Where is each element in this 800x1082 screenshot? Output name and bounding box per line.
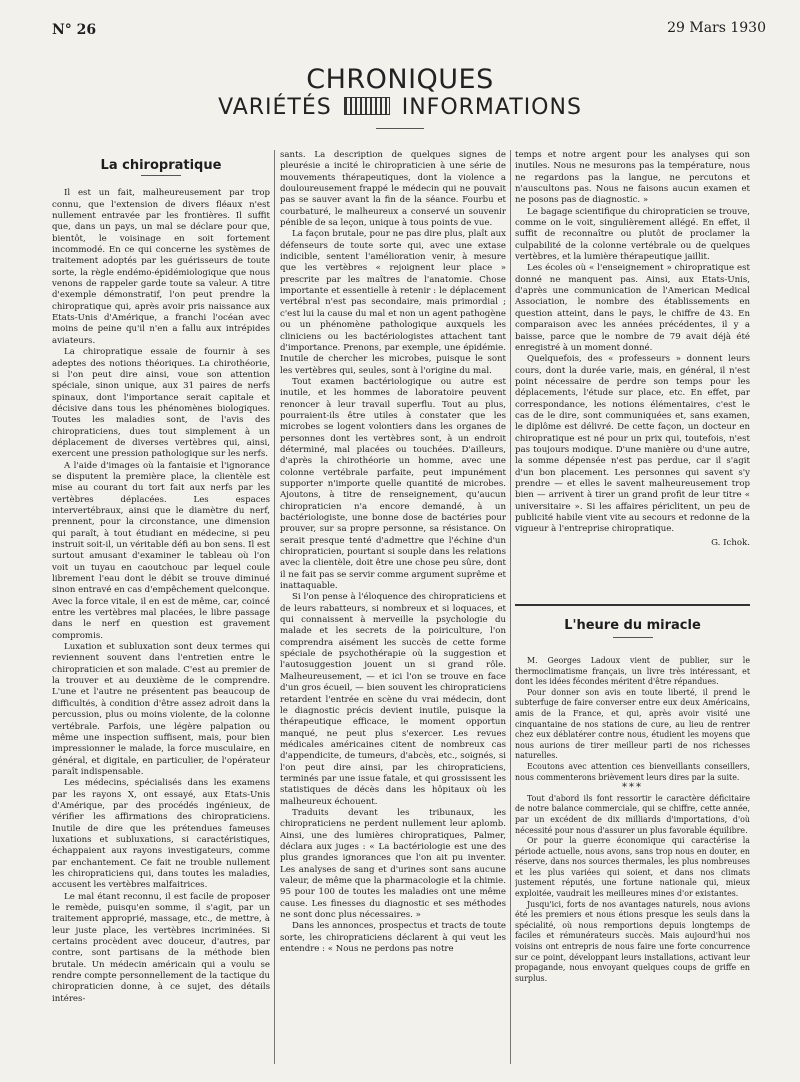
paragraph: Quelquefois, des « professeurs » donnent leurs cours, dont la durée varie, mais, en général, il n'est point nécessaire de perdre son temps pour les déplacements, l'étude sur place, etc. En effet, par correspondance, les notions élémentaires, c'est le cas de le dire, sont communiquées et, sans examen, le diplôme est délivré. De cette façon, un docteur en chiropratique est né pour un prix qui, toutefois, n'est pas toujours modique. D'une manière ou d'une autre, la somme dépensée n'est pas perdue, car il s'agit d'un bon placement. Les personnes qui savent s'y prendre — et elles le savent malheureusement trop bien — arrivent à tirer un grand profit de leur titre « universitaire ». Si les affaires périclitent, un peu de publicité habile vient vite au secours et redonne de la vigueur à l'entreprise chiropratique. — [515, 354, 750, 535]
paragraph: Tout examen bactériologique ou autre est inutile, et les hommes de laboratoire peuvent renoncer à leur travail superflu. Tout au plus, pourraient-ils être utiles à constater que les microbes se logent volontiers dans les organes de personnes dont les vertèbres sont, à un endroit déterminé, mal placées ou touchées. D'ailleurs, d'après la chirothéorie un homme, avec une colonne vertébrale parfaite, peut impunément supporter n'importe quelle quantité de microbes. Ajoutons, à titre de renseignement, qu'aucun chiropraticien n'a encore demandé, à un bactériologiste, une bonne dose de bactéries pour prouver, sur sa propre personne, sa résistance. On serait presque tenté d'admettre que l'échine d'un chiropraticien, pourtant si souple dans les relations avec la clientèle, doit être une chose peu sûre, dont il ne fait pas se servir comme argument suprême et inattaquable. — [280, 376, 506, 592]
column-3 — [515, 150, 750, 598]
ornament-icon — [344, 97, 390, 115]
title-rule — [613, 637, 653, 638]
masthead-informations: INFORMATIONS — [401, 95, 582, 120]
article-title: La chiropratique — [100, 158, 222, 173]
masthead-rule — [376, 128, 424, 129]
paragraph: La façon brutale, pour ne pas dire plus, plaît aux défenseurs de toute sorte qui, avec une extase indicible, sentent l'amélioration venir, à mesure que les vertèbres « rejoignent leur place » prescrite par les maîtres de l'anatomie. Chose importante et essentielle à retenir : le déplacement vertébral n'est pas secondaire, mais primordial ; c'est lui la cause du mal et non un agent pathogène ou un phénomène pathologique auxquels les cliniciens ou les bactériologistes attachent tant d'importance. Prenons, par exemple, une épidémie. Inutile de chercher les microbes, puisque le sont les vertèbres qui, seules, sont à l'origine du mal. — [280, 229, 506, 376]
paragraph: Le mal étant reconnu, il est facile de proposer le remède, puisqu'en somme, il s'agit, par un traitement approprié, massage, etc., de mettre, à leur juste place, les vertèbres incriminées. Si certains procèdent avec douceur, d'autres, par contre, sont partisans de la méthode bien brutale. Un médecin américain qui a voulu se rendre compte personnellement de la tactique du chiropraticien donne, à ce sujet, des détails intéres- — [52, 891, 270, 1004]
paragraph: Pour donner son avis en toute liberté, il prend le subterfuge de faire converser entre eux deux Américains, amis de la France, et qui, après avoir visité une cinquantaine de nos stations de cure, au lieu de rentrer chez eux déblatérer contre nous, étudient les moyens que nous aurions de tirer meilleur parti de nos richesses naturelles. — [515, 687, 750, 761]
paragraph: Les écoles où « l'enseignement » chiropratique est donné ne manquent pas. Ainsi, aux Etats-Unis, d'après une communication de l'American Medical Association, le nombre des établissements en question atteint, dans le pays, le chiffre de 43. En comparaison avec les années précédentes, il y a baisse, parce que le nombre de 79 avait déjà été enregistré à un moment donné. — [515, 263, 750, 353]
paragraph: Tout d'abord ils font ressortir le caractère déficitaire de notre balance commerciale, qui se chiffre, cette année, par un excédent de dix milliards d'importations, d'où nécessité pour nous d'assurer un plus favorable équilibre. — [515, 793, 750, 835]
masthead-title: CHRONIQUES — [306, 64, 494, 95]
paragraph: Jusqu'ici, forts de nos avantages naturels, nous avions été les premiers et nous étions presque les seuls dans la spécialité, où nous remportions depuis longtemps de faciles et rémunérateurs succès. Mais aujourd'hui nos voisins ont entrepris de nous faire une forte concurrence sur ce point, développant leurs installations, activant leur propagande, nous envoyant quelques coups de griffe en surplus. — [515, 899, 750, 983]
section-stars: *** — [622, 782, 643, 794]
paragraph: Traduits devant les tribunaux, les chiropraticiens ne perdent nullement leur aplomb. Ainsi, une des lumières chiropratiques, Palmer, déclara aux juges : « La bactériologie est une des plus grandes ignorances que l'on ait pu inventer. Les analyses de sang et d'urines sont sans aucune valeur, de même que la pharmacologie et la chimie. 95 pour 100 de toutes les maladies ont une même cause. Les finesses du diagnostic et ses méthodes ne sont donc plus nécessaires. » — [280, 807, 506, 921]
column-3-lower — [515, 656, 750, 1066]
column-1 — [52, 150, 270, 1070]
masthead-subtitle — [0, 95, 800, 120]
masthead-varietes: VARIÉTÉS — [218, 95, 332, 120]
article-separator — [515, 604, 750, 606]
issue-date: 29 Mars 1930 — [667, 20, 766, 36]
paragraph: Luxation et subluxation sont deux termes qui reviennent souvent dans l'entretien entre le chiropraticien et son malade. C'est au premier de la trouver et au deuxième de le comprendre. L'une et l'autre ne présentent pas beaucoup de difficultés, à condition d'être assez adroit dans la percussion, plus ou moins violente, de la colonne vertébrale. Parfois, une légère palpation ou même une inspection suffisent, mais, pour bien impressionner le malade, la force musculaire, en général, et digitale, en particulier, de l'opérateur paraît indispensable. — [52, 642, 270, 777]
column-divider-1 — [274, 150, 275, 1064]
signature: G. Ichok. — [711, 537, 750, 548]
paragraph: Or pour la guerre économique qui caractérise la période actuelle, nous avons, sans trop nous en douter, en réserve, dans nos sources thermales, les plus nombreuses et les plus variées qui soient, et dans nos climats justement réputés, une fortune nationale qui, mieux exploitée, vaudrait les meilleures mines d'or existantes. — [515, 836, 750, 899]
paragraph: M. Georges Ladoux vient de publier, sur le thermoclimatisme français, un livre très intéressant, et dont les idées fécondes méritent d'être répandues. — [515, 656, 750, 687]
paragraph: Dans les annonces, prospectus et tracts de toute sorte, les chiropraticiens déclarent à qui veut les entendre : « Nous ne perdons pas notre — [280, 921, 506, 955]
column-2 — [280, 150, 506, 1070]
paragraph: La chiropratique essaie de fournir à ses adeptes des notions théoriques. La chirothéorie, si l'on peut dire ainsi, voue son attention spéciale, sinon unique, aux 31 paires de nerfs spinaux, dont l'importance serait capitale et décisive dans tous les phénomènes biologiques. Toutes les maladies sont, de l'avis des chiropraticiens, dues tout simplement à un déplacement de diverses vertèbres qui, ainsi, exercent une pression pathologique sur les nerfs. — [52, 347, 270, 460]
paragraph: Les médecins, spécialisés dans les examens par les rayons X, ont essayé, aux Etats-Unis d'Amérique, par des procédés ingénieux, de vérifier les affirmations des chiropraticiens. Inutile de dire que les prétendues fameuses luxations et subluxations, si caractéristiques, échappaient aux rayons investigateurs, comme par enchantement. Ce fait ne trouble nullement les chiropraticiens qui, dans toutes les maladies, accusent les vertèbres malfaitrices. — [52, 778, 270, 891]
paragraph: Il est un fait, malheureusement par trop connu, que l'extension de divers fléaux n'est nullement entravée par les frontières. Il suffit que, dans un pays, un mal se déclare pour que, bientôt, le voisinage en soit fortement incommodé. En ce qui concerne les systèmes de traitement adoptés par les guérisseurs de toute sorte, la règle endémo-épidémiologique que nous venons de rappeler garde toute sa valeur. A titre d'exemple démonstratif, l'on peut prendre la chiropratique qui, après avoir pris naissance aux Etats-Unis d'Amérique, a franchi l'océan avec moins de peine qu'il n'en a fallu aux intrépides aviateurs. — [52, 188, 270, 346]
paragraph: Ecoutons avec attention ces bienveillants conseillers, nous commenterons brièvement leurs dires par la suite. — [515, 761, 750, 782]
paragraph: Si l'on pense à l'éloquence des chiropraticiens et de leurs rabatteurs, si nombreux et si loquaces, et qui connaissent à merveille la psychologie du malade et les secrets de la poiriculture, l'on comprendra aisément les succès de cette forme spéciale de psychothérapie où la suggestion et l'autosuggestion jouent un si grand rôle. Malheureusement, — et ici l'on se trouve en face d'un gros écueil, — bien souvent les chiropraticiens retardent l'entrée en scène du vrai médecin, dont le diagnostic précis devient inutile, puisque la thérapeutique efficace, le moment opportun manqué, ne peut plus s'exercer. Les revues médicales américaines citent de nombreux cas d'appendicite, de tumeurs, d'abcès, etc., soignés, si l'on peut dire ainsi, par les chiropraticiens, terminés par une issue fatale, et qui grossissent les statistiques de décès dans les hôpitaux où les malheureux échouent. — [280, 592, 506, 807]
page-number: N° 26 — [52, 22, 97, 38]
column-divider-2 — [510, 150, 511, 1064]
article2-title: L'heure du miracle — [564, 618, 701, 633]
paragraph: Le bagage scientifique du chiropraticien se trouve, comme on le voit, singulièrement allégé. En effet, il suffit de reconnaître ou plutôt de proclamer la culpabilité de la colonne vertébrale ou de quelques vertèbres, et la lumière thérapeutique jaillit. — [515, 206, 750, 263]
title-rule — [141, 175, 181, 176]
paragraph: temps et notre argent pour les analyses qui son inutiles. Nous ne mesurons pas la température, nous ne regardons pas la langue, ne percutons et n'auscultons pas. Nous ne faisons aucun examen et ne posons pas de diagnostic. » — [515, 150, 750, 206]
paragraph: sants. La description de quelques signes de pleurésie a incité le chiropraticien à une série de mouvements thérapeutiques, dont la violence a douloureusement frappé le médecin qui ne pouvait pas se sauver avant la fin de la séance. Fourbu et courbaturé, le malheureux a conservé un souvenir pénible de sa leçon, unique à tous points de vue. — [280, 150, 506, 229]
article2-heading — [515, 618, 750, 650]
paragraph: A l'aide d'images où la fantaisie et l'ignorance se disputent la première place, la clientèle est mise au courant du tort fait aux nerfs par les vertèbres déplacées. Les espaces intervertébraux, ainsi que le diamètre du nerf, prennent, pour la circonstance, une dimension qui paraît, à tout étudiant en médecine, si peu instruit soit-il, un véritable défi au bon sens. Il est surtout amusant d'examiner le tableau où l'on voit un tuyau en caoutchouc par lequel coule librement l'eau dont le débit se trouve diminué sinon entravé en cas d'empêchement quelconque. Avec la force vitale, il en est de même, car, coincé entre les vertèbres mal placées, le libre passage dans le nerf en question est gravement compromis. — [52, 460, 270, 641]
